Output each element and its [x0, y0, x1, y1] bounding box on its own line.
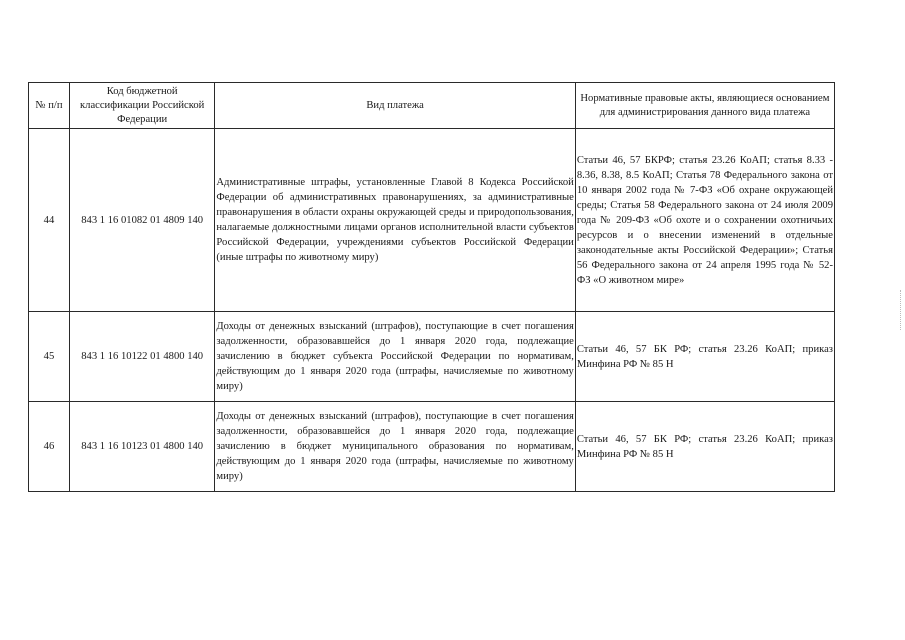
row-code: 843 1 16 10123 01 4800 140: [69, 402, 214, 492]
row-payment-type: Доходы от денежных взысканий (штрафов), поступающие в счет погашения задолженности, образовавшейся до 1 января 2020 года, подлежащие зачислению в бюджет муниципального образования по нормативам, действующим до 1 января 2020 года (штрафы, начисляемые по животному миру): [215, 402, 575, 492]
row-legal-acts: Статьи 46, 57 БК РФ; статья 23.26 КоАП; приказ Минфина РФ № 85 Н: [575, 312, 834, 402]
row-number: 44: [29, 129, 70, 312]
table-row: [29, 129, 835, 312]
row-code: 843 1 16 10122 01 4800 140: [69, 312, 214, 402]
row-number: 45: [29, 312, 70, 402]
row-payment-type: Административные штрафы, установленные Главой 8 Кодекса Российской Федерации об административных правонарушениях, за административные правонарушения в области охраны окружающей среды и природопользования, налагаемые должностными лицами органов исполнительной власти субъектов Российской Федерации, учреждениями субъектов Российской Федерации (иные штрафы по животному миру): [215, 129, 575, 312]
budget-classification-table: [28, 82, 835, 492]
row-legal-acts: Статьи 46, 57 БК РФ; статья 23.26 КоАП; приказ Минфина РФ № 85 Н: [575, 402, 834, 492]
table-header-row: [29, 83, 835, 129]
scan-artifact: [900, 290, 904, 330]
row-number: 46: [29, 402, 70, 492]
table-row: [29, 402, 835, 492]
header-legal-acts: Нормативные правовые акты, являющиеся основанием для администрирования данного вида платежа: [575, 83, 834, 129]
row-payment-type: Доходы от денежных взысканий (штрафов), поступающие в счет погашения задолженности, образовавшейся до 1 января 2020 года, подлежащие зачислению в бюджет субъекта Российской Федерации по нормативам, действующим до 1 января 2020 года (штрафы, начисляемые по животному миру): [215, 312, 575, 402]
row-code: 843 1 16 01082 01 4809 140: [69, 129, 214, 312]
header-number: № п/п: [29, 83, 70, 129]
header-code: Код бюджетной классификации Российской Федерации: [69, 83, 214, 129]
header-payment-type: Вид платежа: [215, 83, 575, 129]
row-legal-acts: Статьи 46, 57 БКРФ; статья 23.26 КоАП; статья 8.33 - 8.36, 8.38, 8.5 КоАП; Статья 78 Федерального закона от 10 января 2002 года № 7-ФЗ «Об охране окружающей среды; Статья 58 Федерального закона от 24 июля 2009 года № 209-ФЗ «Об охоте и о сохранении охотничьих ресурсов и о внесении изменений в отдельные законодательные акты Российской Федерации»; Статья 56 Федерального закона от 24 апреля 1995 года № 52-ФЗ «О животном мире»: [575, 129, 834, 312]
table-row: [29, 312, 835, 402]
